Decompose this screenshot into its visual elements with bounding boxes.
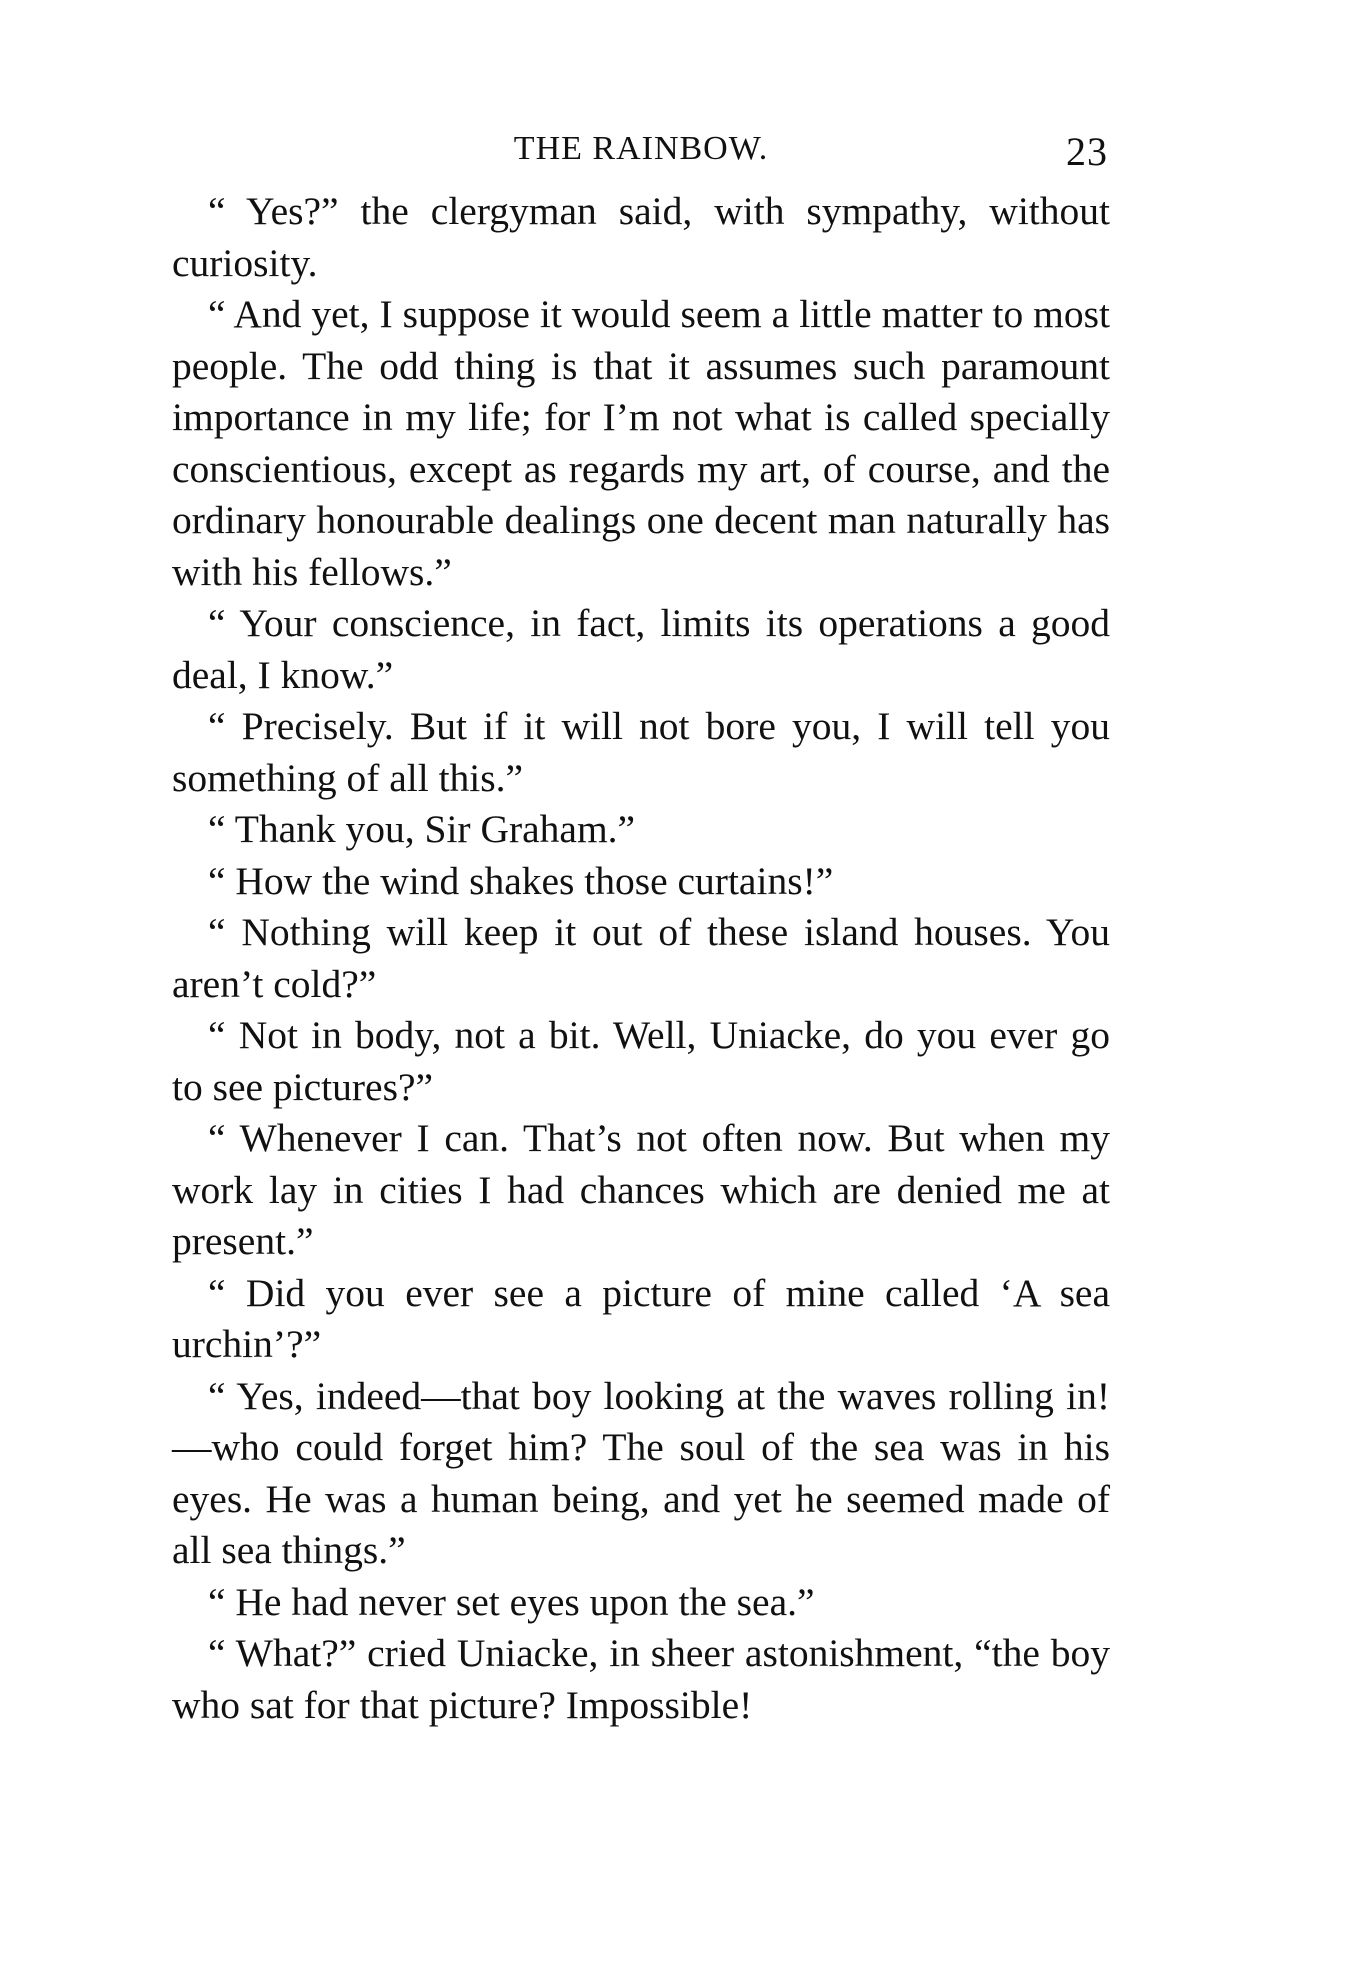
paragraph: “ Not in body, not a bit. Well, Uniacke, do you ever go to see pictures?” [172,1013,1110,1109]
paragraph: “ What?” cried Uniacke, in sheer astonishment, “the boy who sat for that picture? Impossible! [172,1631,1110,1727]
page-number: 23 [1066,129,1108,174]
paragraph: “ Nothing will keep it out of these island houses. You aren’t cold?” [172,910,1110,1006]
paragraph: “ Precisely. But if it will not bore you, I will tell you something of all this.” [172,704,1110,800]
paragraph: “ Thank you, Sir Graham.” [208,807,636,851]
paragraph: “ Did you ever see a picture of mine called ‘A sea urchin’?” [172,1270,1110,1366]
paragraph: “ How the wind shakes those curtains!” [208,858,834,903]
running-title: THE RAINBOW. [513,130,769,167]
running-head [172,122,1110,182]
book-page [172,122,1110,1731]
body-text [172,186,1110,1731]
paragraph: “ And yet, I suppose it would seem a little matter to most people. The odd thing is that it assumes such paramount importance in my life; for I’m not what is called specially conscientious, except as regards my art, of course, and the ordinary honourable dealings one decent man naturally has with his fellows.” [172,292,1110,594]
paragraph: “ He had never set eyes upon the sea.” [208,1579,815,1624]
paragraph: “ Your conscience, in fact, limits its operations a good deal, I know.” [172,601,1110,697]
paragraph: “ Yes?” the clergyman said, with sympathy, without curiosity. [172,189,1110,285]
paragraph: “ Whenever I can. That’s not often now. But when my work lay in cities I had chances which are denied me at present.” [172,1116,1110,1263]
paragraph: “ Yes, indeed—that boy looking at the waves rolling in!—who could forget him? The soul of the sea was in his eyes. He was a human being, and yet he seemed made of all sea things.” [172,1373,1110,1572]
